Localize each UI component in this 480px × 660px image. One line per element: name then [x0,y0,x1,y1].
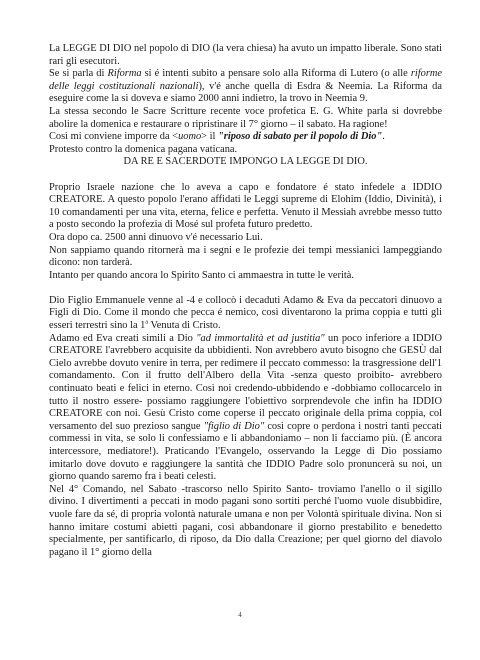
paragraph-protesto: Protesto contro la domenica pagana vaticana. [49,143,238,155]
emphasis-riposo-sabato: "riposo di sabato per il popolo di Dio" [218,131,383,143]
document-page [49,43,442,559]
text-span: si é intenti subito a pensare solo alla Riforma di Lutero (o alle [141,68,411,80]
emphasis-riforma: Riforma [107,68,142,80]
emphasis-immortalita: "ad immortalità et ad justitia" [196,332,325,344]
paragraph-4-comando: Nel 4° Comando, nel Sabato -trascorso nello Spirito Santo- troviamo l'anello o il sigillo divino. I divertimenti a peccati in modo pagani sono sortiti perché l'uomo vuole disubbidire, vuole fare da sé, di propria volontà naturale umana e non per Volontà spirituale divina. Non si hanno imitare costumi abietti pagani, così abbandonare il giorno prestabilito e benedetto specialmente, per santificarlo, di riposo, da Dio dalla Creazione; per quel giorno del diavolo pagano il 1° giorno della [49,483,442,558]
superscript: a [145,319,149,326]
text-span: così copre o perdona i nostri tanti peccati commessi in vita, se solo li confessiamo e li abbandoniamo – non li facciamo più. (È ancora intercessore, mediatore!). Praticando l'Evangelo, osservando la Legge di Dio possiamo imitarlo dove dovuto e raggiungere la santità che IDDIO Padre solo pronuncerà su noi, un giorno quando saremo fra i beati celesti. [49,420,442,483]
emphasis-figlio-di-dio: "figlio di Dio" [203,420,265,432]
text-span: Così mi conviene imporre da < [49,131,179,143]
text-span: un poco inferiore a IDDIO CREATORE l'avrebbero acquisite da ubbidienti. Non avrebbero avuto bisogno che GESÙ dal Cielo avrebbe dovuto venire in terra, per redimere il peccato commesso: la trasgressione dell'1 comandamento. Con il frutto dell'Albero della Vita -senza questo proibito- avrebbero continuato beati e felici in eterno. Così noi credendo-ubbidendo e -dobbiamo collocarcelo in tutto il nostro essere- possiamo raggiungere l'obiettivo sorprendevole che infin ha IDDIO CREATORE con noi. Gesù Cristo come coperse il peccato originale della prima coppia, col versamento del suo prezioso sangue [49,332,442,432]
section-heading: DA RE E SACERDOTE IMPONGO LA LEGGE DI DIO. [123,156,368,168]
paragraph-2500-anni: Ora dopo ca. 2500 anni dinuovo v'é necessario Lui. [49,231,263,243]
emphasis-riforme-leggi: riforme delle leggi costituzionali nazionali [49,68,443,92]
paragraph-white: La stessa secondo le Sacre Scritture recente voce profetica E. G. White parla si dovrebbe abolire la domenica e restaurare o ripristinare il 7° giorno – il sabato. Ha ragione! [49,105,442,130]
paragraph-gap [49,282,442,295]
paragraph-israele: Proprio Israele nazione che lo aveva a capo e fondatore é stato infedele a IDDIO CREATORE. A questo popolo l'erano affidati le Leggi supreme di Elohim (Iddio, Divinità), i 10 comandamenti per una vita, eterna, felice e perfetta. Venuto il Messiah avrebbe messo tutto a posto secondo la profezia di Mosé sul profeta futuro predetto. [49,181,442,231]
emphasis-uomo: uomo [178,131,202,143]
text-span: ), v'é anche quella di Esdra & Neemia. La Riforma da eseguire come la si doveva e siamo 2000 anni indietro, la trovo in Neemia 9. [49,80,442,105]
paragraph-legge-impatto: La LEGGE DI DIO nel popolo di DIO (la vera chiesa) ha avuto un impatto liberale. Sono stati rari gli esecutori. [49,43,442,67]
paragraph-adamo-eva [49,333,442,484]
paragraph-emmanuele [49,295,442,333]
paragraph-spirito-santo: Intanto per quando ancora lo Spirito Santo ci ammaestra in tutte le verità. [49,269,354,281]
paragraph-ritorno: Non sappiamo quando ritornerà ma i segni e le profezie dei tempi messianici lampeggiando dicono: non tarderà. [49,244,442,269]
text-span: Se si parla di [49,68,108,80]
paragraph-riforma [49,68,442,106]
text-span: Adamo ed Eva creati simili a Dio [49,332,197,344]
page-number: 4 [238,611,242,619]
paragraph-imporre [49,131,442,144]
text-span: Dio Figlio Emmanuele venne al -4 e collocò i decaduti Adamo & Eva da peccatori dinuovo a Figli di Dio. Come il mondo che pecca é nemico, così diventarono la prima coppia e tutti gli esseri terrestri sino la 1 [49,294,442,332]
text-span: . [382,131,385,143]
text-span: Venuta di Cristo. [148,320,221,332]
paragraph-gap [49,169,442,182]
text-span: > il [201,131,219,143]
